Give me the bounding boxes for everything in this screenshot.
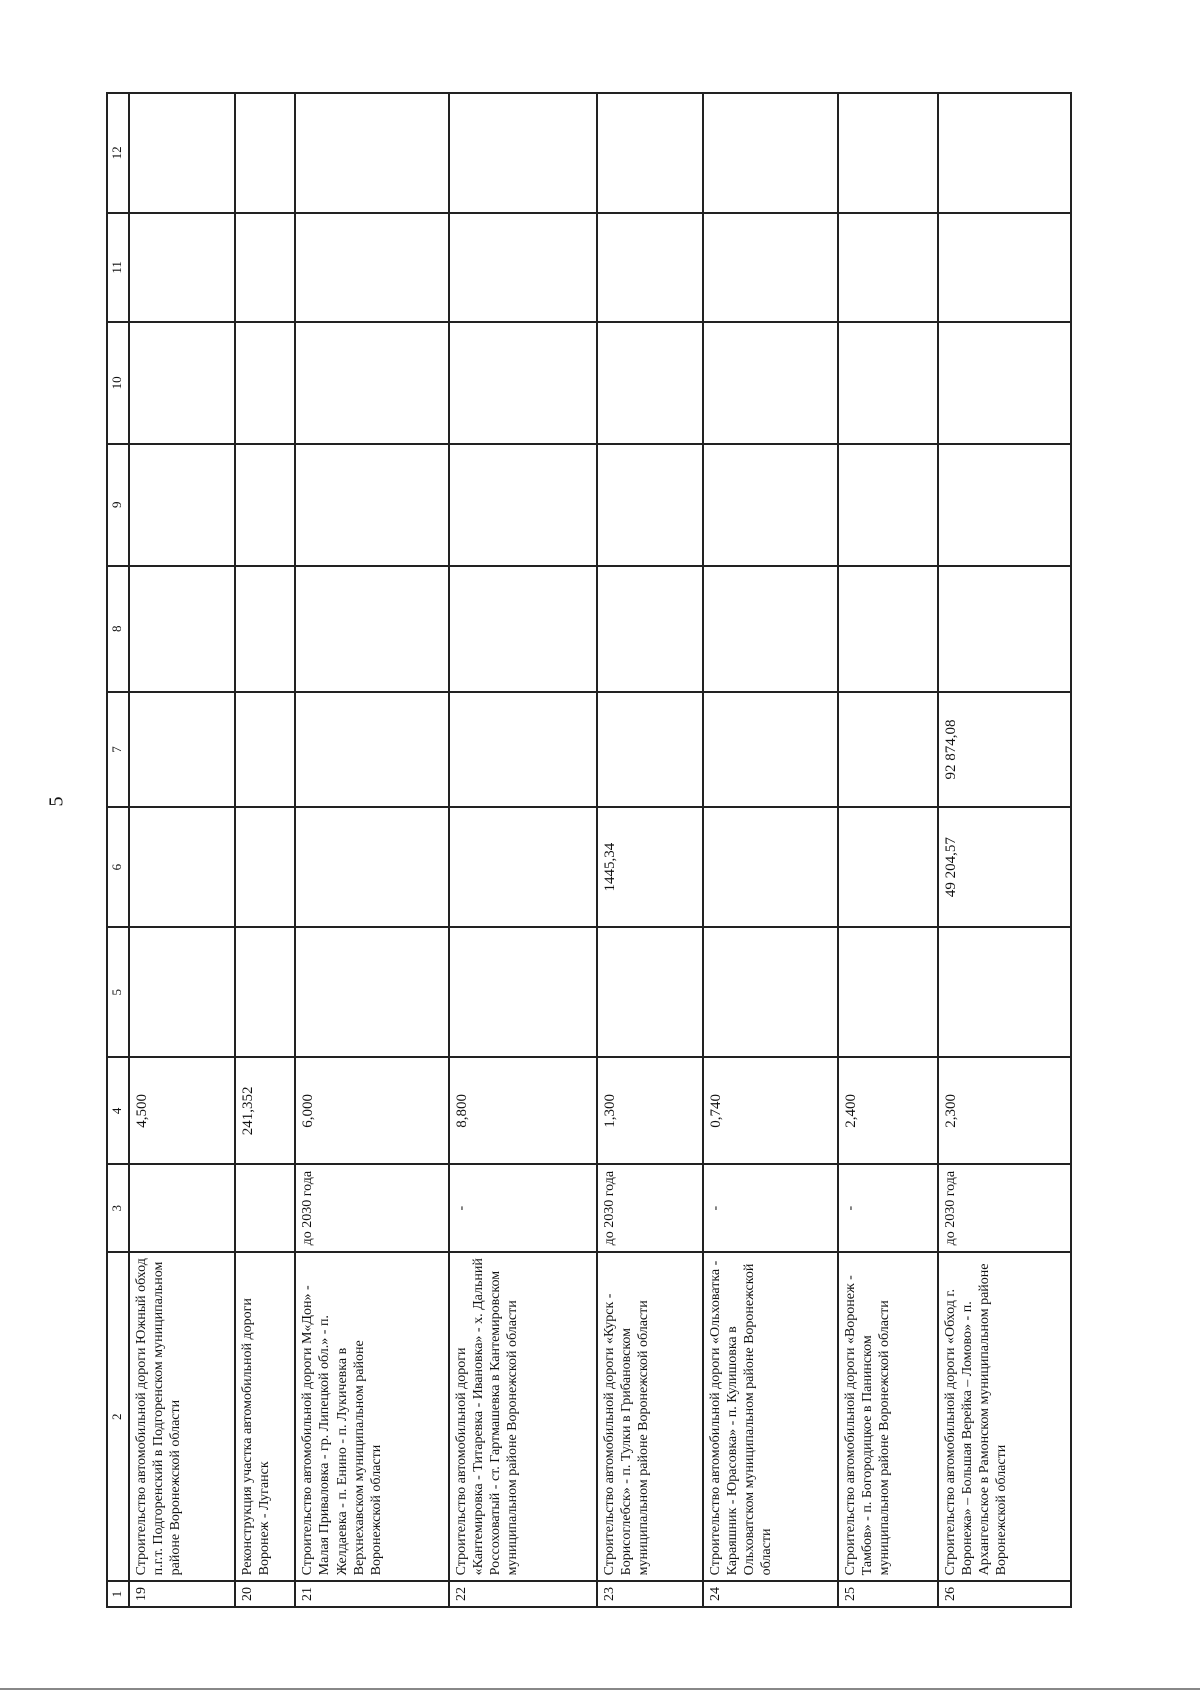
cell-col-9	[938, 444, 1071, 566]
table-row	[703, 93, 838, 1607]
length-cell: 0,740	[703, 1057, 838, 1164]
cell-col-12	[129, 93, 235, 213]
cell-col-11	[938, 213, 1071, 322]
cell-col-7	[838, 692, 938, 807]
cell-col-6: 1445,34	[597, 807, 703, 927]
cell-col-12	[938, 93, 1071, 213]
cell-col-5	[235, 927, 295, 1057]
cell-col-10	[597, 322, 703, 444]
cell-col-8	[838, 566, 938, 692]
cell-col-11	[597, 213, 703, 322]
cell-col-11	[449, 213, 597, 322]
row-number: 25	[838, 1581, 938, 1607]
cell-col-10	[449, 322, 597, 444]
table-row	[449, 93, 597, 1607]
page-bottom-rule	[0, 1688, 1200, 1690]
header-col-10: 10	[107, 322, 129, 444]
table-row	[938, 93, 1071, 1607]
cell-col-10	[295, 322, 449, 444]
cell-col-11	[129, 213, 235, 322]
cell-col-5	[597, 927, 703, 1057]
header-col-3: 3	[107, 1164, 129, 1252]
cell-col-5	[295, 927, 449, 1057]
cell-col-11	[295, 213, 449, 322]
project-name: Реконструкция участка автомобильной дороги Воронеж - Луганск	[235, 1252, 295, 1581]
project-name: Строительство автомобильной дороги Южный обход п.г.т. Подгоренский в Подгоренском муниципальном районе Воронежской области	[129, 1252, 235, 1581]
header-row	[107, 93, 129, 1607]
project-name: Строительство автомобильной дороги М«Дон» - Малая Приваловка - гр. Липецкой обл.» - п. Желдаевка - п. Енино - п. Лукичевка в Верхнехавском муниципальном районе Воронежской области	[295, 1252, 449, 1581]
cell-col-6	[129, 807, 235, 927]
rotated-table-container	[106, 92, 1072, 1608]
cell-col-6	[449, 807, 597, 927]
cell-col-8	[938, 566, 1071, 692]
header-col-1: 1	[107, 1581, 129, 1607]
cell-col-6	[703, 807, 838, 927]
length-cell: 1,300	[597, 1057, 703, 1164]
deadline-cell: -	[703, 1164, 838, 1252]
cell-col-8	[129, 566, 235, 692]
cell-col-8	[449, 566, 597, 692]
cell-col-10	[235, 322, 295, 444]
cell-col-5	[129, 927, 235, 1057]
cell-col-7	[597, 692, 703, 807]
cell-col-9	[295, 444, 449, 566]
row-number: 26	[938, 1581, 1071, 1607]
deadline-cell: до 2030 года	[295, 1164, 449, 1252]
row-number: 22	[449, 1581, 597, 1607]
cell-col-7	[295, 692, 449, 807]
cell-col-7	[703, 692, 838, 807]
cell-col-10	[129, 322, 235, 444]
cell-col-5	[449, 927, 597, 1057]
row-number: 21	[295, 1581, 449, 1607]
length-cell: 6,000	[295, 1057, 449, 1164]
row-number: 24	[703, 1581, 838, 1607]
cell-col-12	[449, 93, 597, 213]
cell-col-11	[703, 213, 838, 322]
deadline-cell: до 2030 года	[597, 1164, 703, 1252]
deadline-cell: -	[449, 1164, 597, 1252]
header-col-9: 9	[107, 444, 129, 566]
length-cell: 2,300	[938, 1057, 1071, 1164]
cell-col-12	[597, 93, 703, 213]
header-col-4: 4	[107, 1057, 129, 1164]
cell-col-6: 49 204,57	[938, 807, 1071, 927]
table-row	[295, 93, 449, 1607]
header-col-6: 6	[107, 807, 129, 927]
cell-col-9	[703, 444, 838, 566]
row-number: 20	[235, 1581, 295, 1607]
header-col-8: 8	[107, 566, 129, 692]
cell-col-6	[295, 807, 449, 927]
project-name: Строительство автомобильной дороги «Ольховатка - Караяшник - Юрасовка» - п. Кулишовка в Ольховатском муниципальном районе Воронежской области	[703, 1252, 838, 1581]
cell-col-9	[129, 444, 235, 566]
cell-col-9	[449, 444, 597, 566]
cell-col-9	[597, 444, 703, 566]
cell-col-11	[838, 213, 938, 322]
table-row	[838, 93, 938, 1607]
deadline-cell: до 2030 года	[938, 1164, 1071, 1252]
cell-col-5	[703, 927, 838, 1057]
row-number: 23	[597, 1581, 703, 1607]
cell-col-9	[235, 444, 295, 566]
cell-col-12	[838, 93, 938, 213]
cell-col-10	[703, 322, 838, 444]
cell-col-8	[703, 566, 838, 692]
road-construction-table	[106, 92, 1072, 1608]
length-cell: 8,800	[449, 1057, 597, 1164]
header-col-2: 2	[107, 1252, 129, 1581]
table-row	[235, 93, 295, 1607]
cell-col-7	[129, 692, 235, 807]
cell-col-8	[597, 566, 703, 692]
cell-col-8	[295, 566, 449, 692]
cell-col-12	[295, 93, 449, 213]
cell-col-12	[703, 93, 838, 213]
project-name: Строительство автомобильной дороги «Курск - Борисоглебск» - п. Тулки в Грибановском муниципальном районе Воронежской области	[597, 1252, 703, 1581]
length-cell: 2,400	[838, 1057, 938, 1164]
cell-col-8	[235, 566, 295, 692]
cell-col-5	[938, 927, 1071, 1057]
deadline-cell	[235, 1164, 295, 1252]
length-cell: 4,500	[129, 1057, 235, 1164]
cell-col-10	[838, 322, 938, 444]
cell-col-9	[838, 444, 938, 566]
table-row	[129, 93, 235, 1607]
row-number: 19	[129, 1581, 235, 1607]
cell-col-10	[938, 322, 1071, 444]
header-col-5: 5	[107, 927, 129, 1057]
header-col-12: 12	[107, 93, 129, 213]
cell-col-7: 92 874,08	[938, 692, 1071, 807]
cell-col-5	[838, 927, 938, 1057]
page-number: 5	[45, 796, 68, 807]
cell-col-7	[235, 692, 295, 807]
cell-col-6	[838, 807, 938, 927]
project-name: Строительство автомобильной дороги «Кантемировка - Титаревка - Ивановка» - х. Дальний Россоховатый - ст. Гартмашевка в Кантемировском муниципальном районе Воронежской области	[449, 1252, 597, 1581]
cell-col-6	[235, 807, 295, 927]
cell-col-11	[235, 213, 295, 322]
length-cell: 241,352	[235, 1057, 295, 1164]
deadline-cell	[129, 1164, 235, 1252]
table-row	[597, 93, 703, 1607]
deadline-cell: -	[838, 1164, 938, 1252]
project-name: Строительство автомобильной дороги «Воронеж - Тамбов» - п. Богородицкое в Панинском муниципальном районе Воронежской области	[838, 1252, 938, 1581]
cell-col-7	[449, 692, 597, 807]
project-name: Строительство автомобильной дороги «Обход г. Воронежа» – Большая Верейка – Ломово» - п. Архангельское в Рамонском муниципальном районе Воронежской области	[938, 1252, 1071, 1581]
header-col-7: 7	[107, 692, 129, 807]
cell-col-12	[235, 93, 295, 213]
header-col-11: 11	[107, 213, 129, 322]
